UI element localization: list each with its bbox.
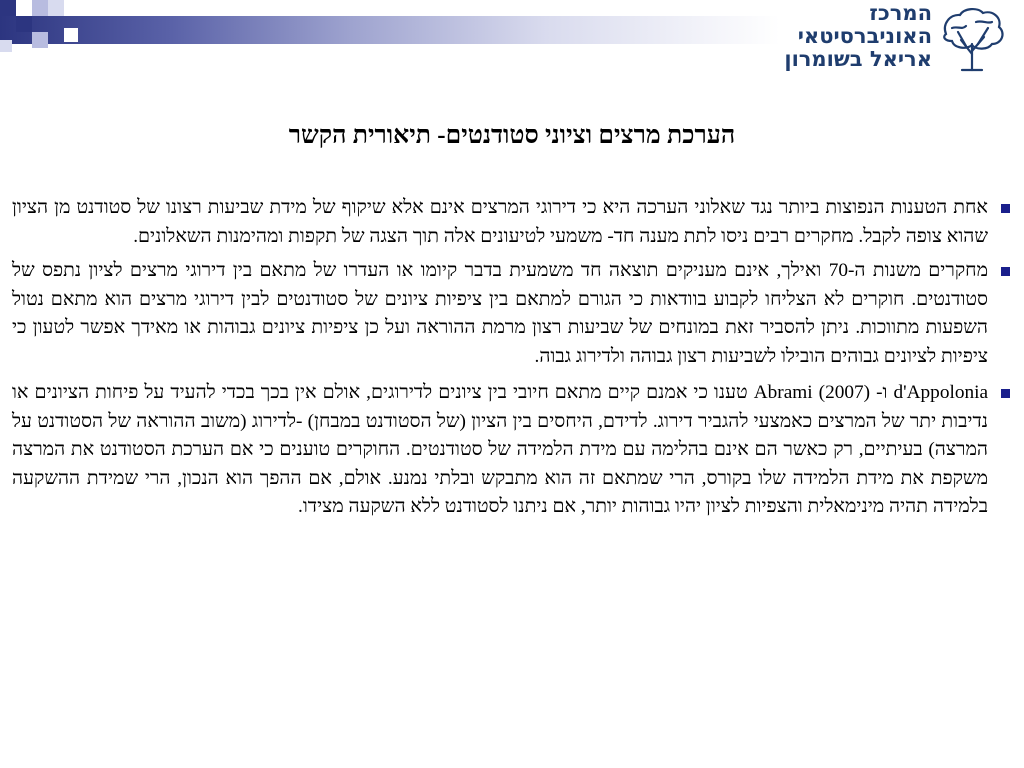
decor-square [0,40,12,52]
bullet-item [12,194,1012,251]
logo-line: המרכז [869,1,932,25]
square-bullet-icon [1001,267,1010,276]
bullet-text: אחת הטענות הנפוצות ביותר נגד שאלוני הערכה היא כי דירוגי המרצים אינם אלא שיקוף של מידת שביעות רצונו של סטודנט מן הציון שהוא צופה לקבל. מחקרים רבים ניסו לתת מענה חד- משמעי לטיעונים אלה תוך הצגה של תקפות ומהימנות השאלונים. [12,197,988,247]
square-bullet-icon [1001,204,1010,213]
decor-square [48,0,64,16]
institution-logo [748,2,1008,74]
decor-square [64,28,78,42]
header-gradient-band [0,16,780,44]
tree-icon [936,4,1008,74]
logo-line: האוניברסיטאי [797,24,932,48]
logo-text [784,2,932,71]
decor-square [32,32,48,48]
bullet-item [12,257,1012,371]
decor-square [0,0,16,16]
bullet-text: מחקרים משנות ה-70 ואילך, אינם מעניקים תוצאה חד משמעית בדבר קיומו או העדרו של מתאם בין דירוגי מרצים לציון נתפס של סטודנטים. חוקרים לא הצליחו לקבוע בוודאות כי הגורם למתאם בין ציפיות ציונים של סטודנטים לבין דירוגי מרצים הוא מתאם נטול השפעות מתווכות. ניתן להסביר זאת במונחים של שביעות רצון מרמת ההוראה ועל כן ציפיות ציונים גבוהות או מאידך אפשר לטעון כי ציפיות לציונים גבוהים הובילו לשביעות רצון גבוהה ולדירוג גבוה. [12,260,988,367]
decor-square [32,0,48,16]
logo-line: אריאל בשומרון [784,47,932,71]
slide-title: הערכת מרצים וציוני סטודנטים- תיאורית הקשר [288,122,736,149]
square-bullet-icon [1001,389,1010,398]
decor-square [16,16,32,32]
bullet-item [12,379,1012,522]
bullet-list [12,194,1012,528]
bullet-text: d'Appolonia ו- Abrami (2007) טענו כי אמנם קיים מתאם חיובי בין ציונים לדירוגים, אולם אין בכך בכדי להעיד על פיחות הציונים או נדיבות יתר של המרצים כאמצעי להגביר דירוג. לדידם, היחסים בין הציון (של הסטודנט במבחן) -לדירוג (משוב ההוראה של הסטודנט על המרצה) בעיתיים, רק כאשר הם אינם בהלימה עם מידת הלמידה של סטודנטים. החוקרים טוענים כי אם הערכת הסטודנט את המרצה משקפת את מידת הלמידה שלו בקורס, הרי שמתאם זה הוא מתבקש ובלתי נמנע. אולם, אם ההפך הוא הנכון, הרי שמידת ההשקעה בלמידה תהיה מינימאלית והצפיות לציון יהיו גבוהות יותר, אם ניתנו לסטודנט ללא השקעה מצידו. [12,382,989,517]
